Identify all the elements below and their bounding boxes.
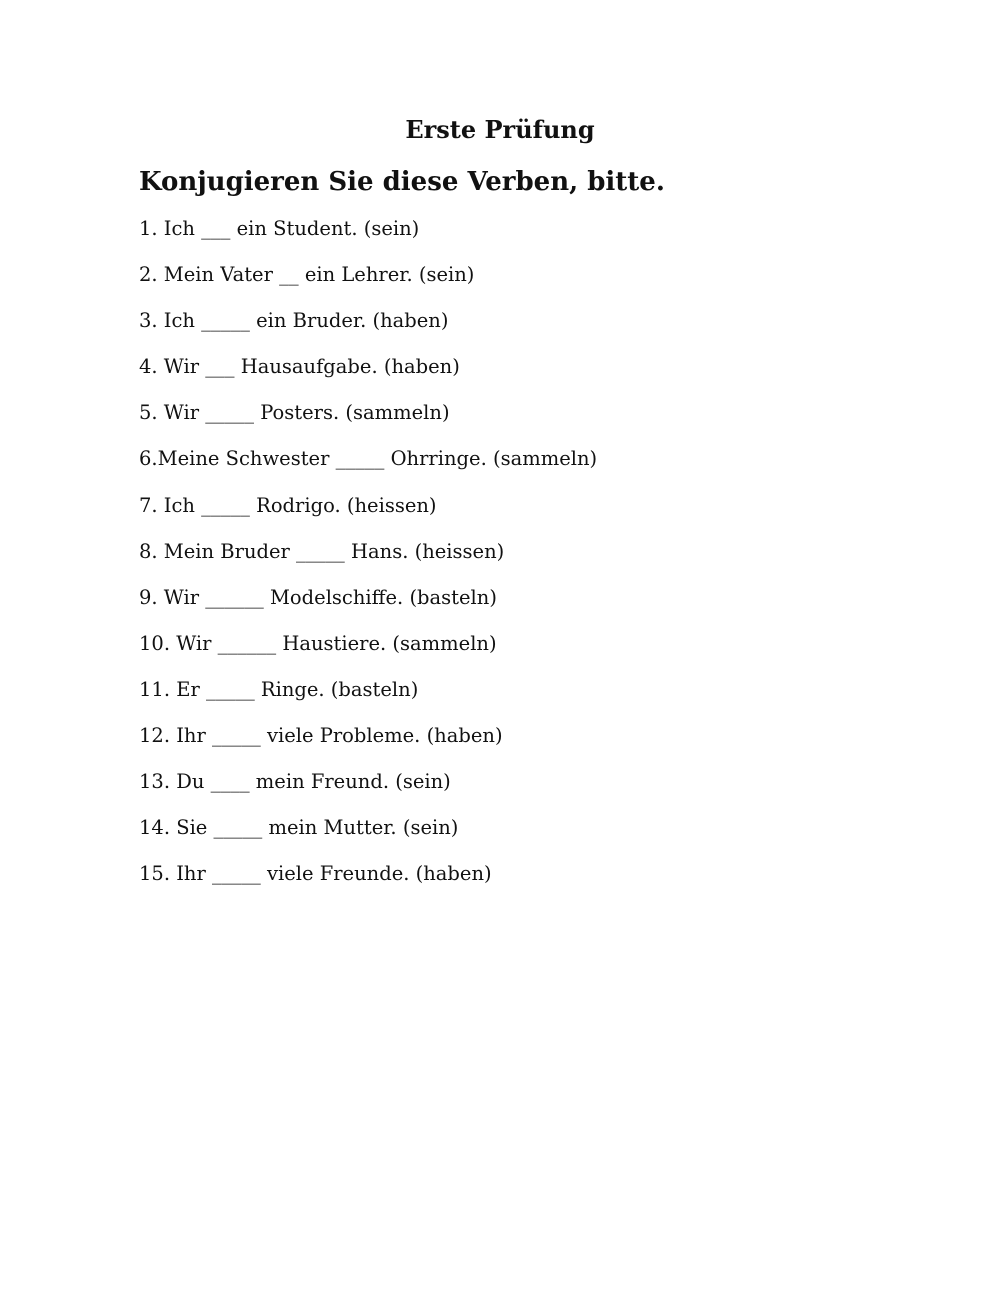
exercise-item-2: 2. Mein Vater __ ein Lehrer. (sein) [139,263,475,287]
exercise-item-6: 6.Meine Schwester _____ Ohrringe. (sammeln) [139,447,598,471]
exercise-item-12: 12. Ihr _____ viele Probleme. (haben) [139,724,503,748]
exercise-item-8: 8. Mein Bruder _____ Hans. (heissen) [139,539,505,563]
exercise-item-13: 13. Du ____ mein Freund. (sein) [139,770,451,794]
exercise-item-4: 4. Wir ___ Hausaufgabe. (haben) [139,355,460,379]
exercise-list [139,214,597,905]
exercise-item-15: 15. Ihr _____ viele Freunde. (haben) [139,862,492,886]
exercise-item-11: 11. Er _____ Ringe. (basteln) [139,677,419,701]
exercise-item-14: 14. Sie _____ mein Mutter. (sein) [139,816,459,840]
exercise-item-1: 1. Ich ___ ein Student. (sein) [139,217,420,240]
exercise-item-9: 9. Wir ______ Modelschiffe. (basteln) [139,585,497,609]
instruction-heading: Konjugieren Sie diese Verben, bitte. [139,167,665,197]
exercise-item-10: 10. Wir ______ Haustiere. (sammeln) [139,631,497,655]
page-title: Erste Prüfung [405,115,595,144]
exercise-item-7: 7. Ich _____ Rodrigo. (heissen) [139,493,437,517]
exercise-item-3: 3. Ich _____ ein Bruder. (haben) [139,309,449,333]
exercise-item-5: 5. Wir _____ Posters. (sammeln) [139,401,450,425]
